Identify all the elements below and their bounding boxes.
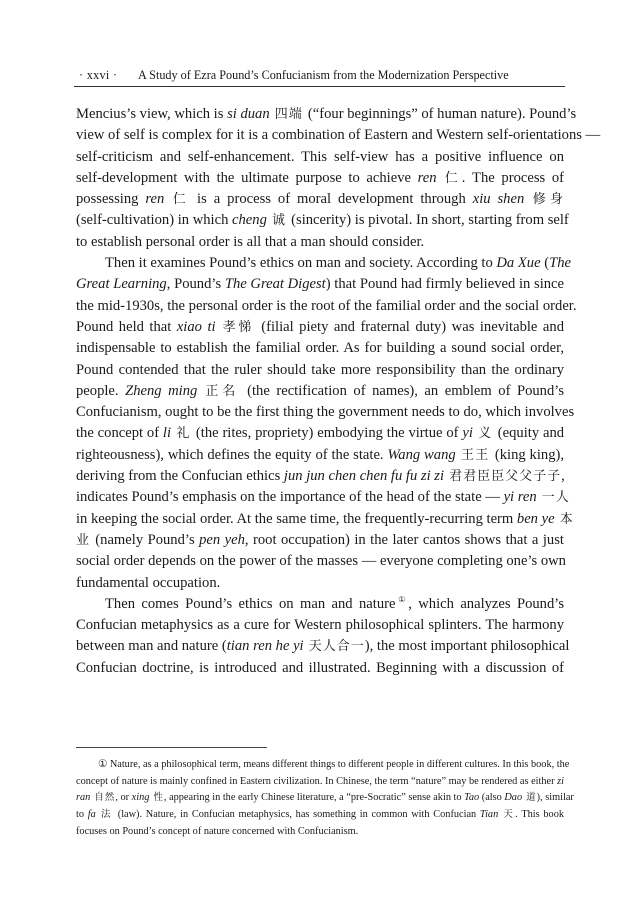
text-line: ran 自然, or xing 性, appearing in the early Chinese literature, a “pre-Socratic” sense akin to Tao (also Dao 道), similar xyxy=(76,792,574,804)
paragraph-3 xyxy=(76,594,570,679)
text-line: Then it examines Pound’s ethics on man and society. According to Da Xue (The xyxy=(105,255,571,272)
text-line: self-development with the ultimate purpose to achieve ren 仁. The process of xyxy=(76,169,564,186)
text-line: indispensable to establish the familial order. As for building a sound social order, xyxy=(76,340,564,357)
text-line: concept of nature is mainly confined in Eastern civilization. In Chinese, the term “nature” may be rendered as either zi xyxy=(76,775,564,787)
text-line: fundamental occupation. xyxy=(76,574,221,591)
body-text xyxy=(76,104,601,679)
footnote xyxy=(76,757,574,840)
text-line: view of self is complex for it is a combination of Eastern and Western self-orientations — xyxy=(76,127,601,144)
text-line: between man and nature (tian ren he yi 天人合一), the most important philosophical xyxy=(76,638,570,655)
text-line: Great Learning, Pound’s The Great Digest) that Pound had firmly believed in since xyxy=(76,276,565,293)
text-line: Pound held that xiao ti 孝悌 (filial piety and fraternal duty) was inevitable and xyxy=(76,318,564,335)
text-line: (self-cultivation) in which cheng 诚 (sincerity) is pivotal. In short, starting from self xyxy=(76,212,569,229)
text-line: to fa 法 (law). Nature, in Confucian metaphysics, has something in common with Confucian Tian 天. This book xyxy=(76,809,564,821)
running-title: A Study of Ezra Pound’s Confucianism from the Modernization Perspective xyxy=(138,68,509,82)
text-line: in keeping the social order. At the same time, the frequently-recurring term ben ye 本 xyxy=(76,510,574,527)
text-line: indicates Pound’s emphasis on the importance of the head of the state — yi ren 一人 xyxy=(76,489,570,506)
footnote-marker: ① xyxy=(98,759,108,770)
header-rule xyxy=(74,86,565,87)
text-line: social order depends on the power of the masses — everyone completing one’s own xyxy=(76,553,566,570)
text-line: the concept of li 礼 (the rites, propriety) embodying the virtue of yi 义 (equity and xyxy=(76,425,565,442)
paragraph-2 xyxy=(76,253,577,594)
text-line: righteousness), which defines the equity of the state. Wang wang 王王 (king king), xyxy=(76,446,565,463)
text-line: Confucianism, ought to be the first thing the government needs to do, which involves xyxy=(76,404,575,421)
text-line: the mid-1930s, the personal order is the root of the familial order and the social order. xyxy=(76,297,577,314)
text-line: Mencius’s view, which is si duan 四端 (“four beginnings” of human nature). Pound’s xyxy=(76,106,577,122)
footnote-reference[interactable]: ① xyxy=(395,594,409,604)
page-number: · xxvi · xyxy=(79,68,118,82)
text-line: 业 (namely Pound’s pen yeh, root occupation) in the later cantos shows that a just xyxy=(76,531,564,548)
text-line: self-criticism and self-enhancement. This self-view has a positive influence on xyxy=(76,148,564,165)
text-line: ① Nature, as a philosophical term, means different things to different people in different cultures. In this book, the xyxy=(98,759,570,770)
text-line: Then comes Pound’s ethics on man and nature①, which analyzes Pound’s xyxy=(105,594,565,612)
footnote-rule xyxy=(76,747,267,748)
text-line: Pound contended that the ruler should take more responsibility than the ordinary xyxy=(76,361,564,378)
text-line: to establish personal order is all that a man should consider. xyxy=(76,233,425,250)
text-line: Confucian doctrine, is introduced and illustrated. Beginning with a discussion of xyxy=(76,659,564,676)
text-line: focuses on Pound’s concept of nature concerned with Confucianism. xyxy=(76,825,359,837)
text-line: deriving from the Confucian ethics jun jun chen chen fu fu zi zi 君君臣臣父父子子, xyxy=(76,468,565,485)
running-header xyxy=(74,66,565,86)
paragraph-1 xyxy=(76,104,601,253)
text-line: possessing ren 仁 is a process of moral development through xiu shen 修身 xyxy=(76,191,565,208)
text-line: Confucian metaphysics as a cure for Western philosophical splinters. The harmony xyxy=(76,617,564,634)
text-line: people. Zheng ming 正名 (the rectification of names), an emblem of Pound’s xyxy=(76,382,565,399)
